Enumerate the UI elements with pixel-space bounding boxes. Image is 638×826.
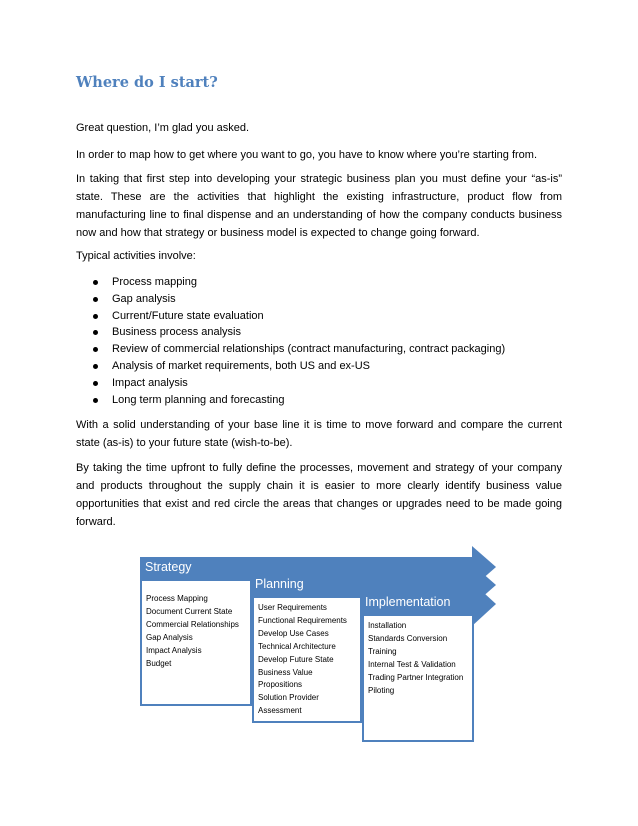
list-item: Current/Future state evaluation [92,308,505,325]
paragraph-baseline: With a solid understanding of your base line it is time to move forward and compare the current state (as-is) to your future state (wish-to-be). [76,419,562,449]
strategy-item: Budget [146,658,172,668]
paragraph-intro: Great question, I’m glad you asked. [76,122,250,134]
strategy-item: Impact Analysis [146,645,202,655]
planning-item: Business Value Propositions [258,667,313,690]
list-item: Business process analysis [92,324,505,341]
strategy-title: Strategy [145,560,192,574]
implementation-item: Internal Test & Validation [368,659,456,669]
implementation-column [362,614,474,742]
paragraph-as-is: In taking that first step into developing your strategic business plan you must define your “as-is” state. These are the activities that highlight the existing infrastructure, product flow from manufacturing line to final dispense and an understanding of how the company conducts business now and how that strategy or business model is expected to change going forward. [76,173,562,239]
planning-item: Develop Use Cases [258,628,329,638]
list-item: Review of commercial relationships (contract manufacturing, contract packaging) [92,341,505,358]
list-item: Long term planning and forecasting [92,392,505,409]
implementation-item: Piloting [368,685,395,695]
implementation-item: Training [368,646,397,656]
planning-title: Planning [255,577,304,591]
planning-item: Solution Provider Assessment [258,693,319,716]
strategy-item: Document Current State [146,606,233,616]
page-heading: Where do I start? [76,74,218,91]
implementation-arrow-icon [472,582,496,626]
planning-item: User Requirements [258,603,327,612]
list-item: Analysis of market requirements, both US and ex-US [92,358,505,375]
paragraph-map: In order to map how to get where you want to go, you have to know where you’re starting from. [76,149,538,161]
list-item: Gap analysis [92,291,505,308]
planning-column [252,596,362,723]
strategy-column [140,579,252,706]
planning-item: Functional Requirements [258,615,347,625]
implementation-item: Standards Conversion [368,633,448,643]
planning-item: Technical Architecture [258,641,336,651]
strategy-item: Commercial Relationships [146,619,239,629]
strategy-item: Process Mapping [146,594,208,603]
implementation-item: Installation [368,621,407,630]
strategy-item: Gap Analysis [146,632,193,642]
planning-item: Develop Future State [258,654,334,664]
implementation-item: Trading Partner Integration [368,672,464,682]
activities-list [92,274,505,408]
list-item: Impact analysis [92,375,505,392]
implementation-title: Implementation [365,595,451,609]
list-item: Process mapping [92,274,505,291]
paragraph-upfront: By taking the time upfront to fully define the processes, movement and strategy of your company and products throughout the supply chain it is easier to more clearly identify business value opportunities that exist and red circle the areas that changes or upgrades need to be made going forward. [76,462,562,528]
paragraph-activities-intro: Typical activities involve: [76,250,196,262]
